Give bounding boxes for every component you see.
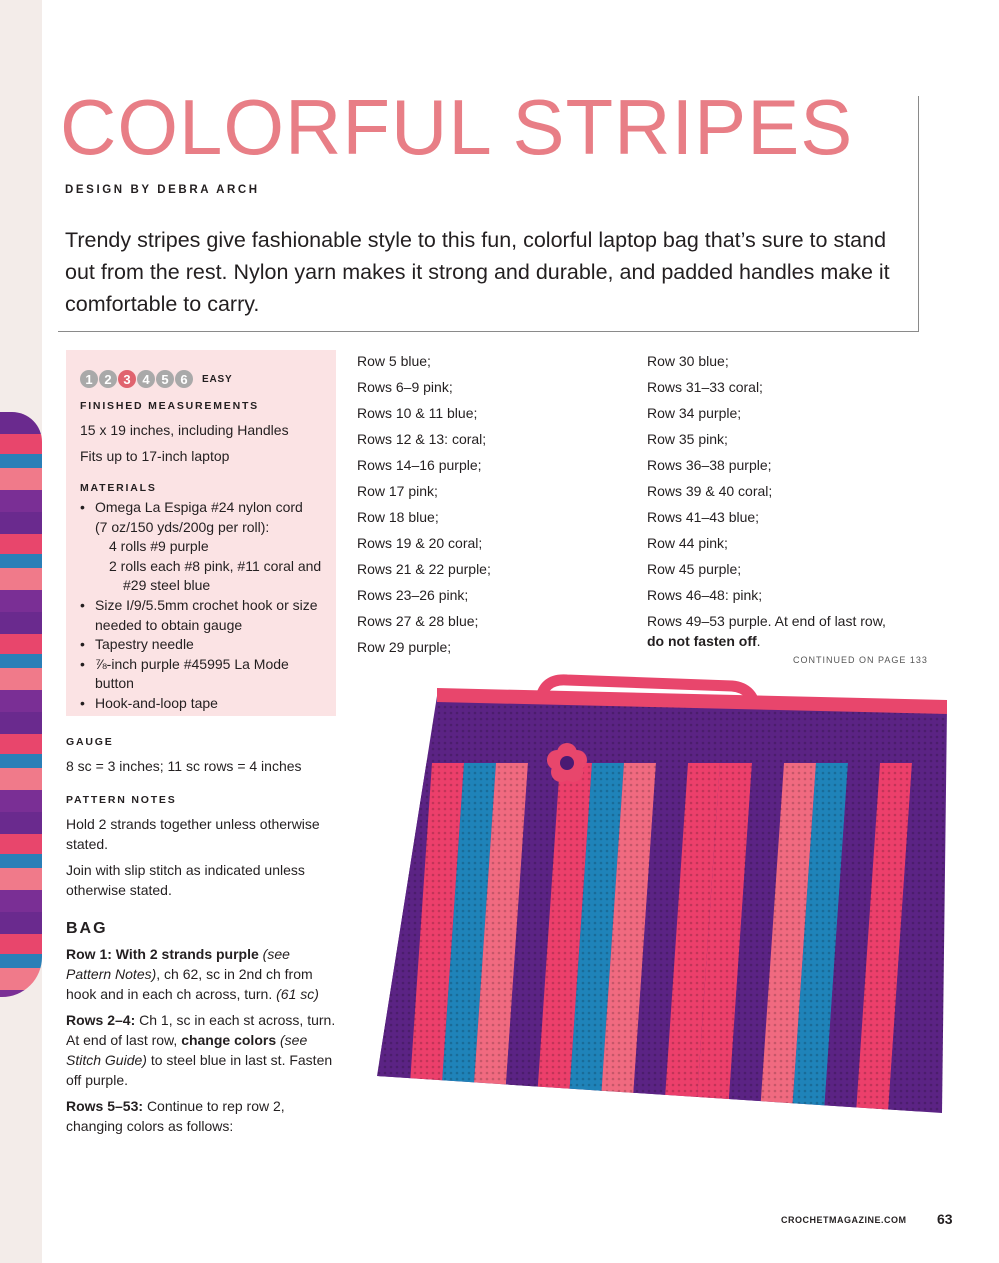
gauge-heading: GAUGE	[66, 736, 114, 748]
color-row: Row 34 purple;	[647, 405, 742, 421]
page-title: COLORFUL STRIPES	[60, 83, 854, 171]
designer-byline: DESIGN BY DEBRA ARCH	[65, 184, 260, 196]
skill-level	[80, 368, 322, 390]
color-row: Row 17 pink;	[357, 483, 438, 499]
rows-5-53-instruction: Rows 5–53: Continue to rep row 2, changing colors as follows:	[66, 1098, 285, 1134]
bag-heading: BAG	[66, 920, 108, 937]
pattern-note: Hold 2 strands together unless otherwise stated.	[66, 816, 320, 852]
page-number: 63	[937, 1211, 953, 1227]
skill-level-label: EASY	[202, 373, 233, 385]
skill-level-1-icon: 1	[80, 370, 98, 388]
finished-measurements-heading: FINISHED MEASUREMENTS	[80, 400, 259, 412]
color-row: Rows 49–53 purple. At end of last row,	[647, 613, 886, 629]
finished-line: Fits up to 17-inch laptop	[80, 448, 230, 464]
pattern-note: Join with slip stitch as indicated unless otherwise stated.	[66, 862, 305, 898]
color-rows-column-1	[357, 348, 491, 660]
skill-level-2-icon: 2	[99, 370, 117, 388]
color-row: Row 5 blue;	[357, 353, 431, 369]
skill-level-4-icon: 4	[137, 370, 155, 388]
specs-panel	[66, 350, 336, 716]
color-row: Row 30 blue;	[647, 353, 729, 369]
intro-paragraph: Trendy stripes give fashionable style to this fun, colorful laptop bag that’s sure to stand out from the rest. Nylon yarn makes it strong and durable, and padded handles make it comfortable to carry.	[65, 228, 890, 316]
left-column	[66, 736, 336, 1142]
materials-list	[80, 498, 322, 714]
adjacent-page-photo	[0, 0, 42, 1263]
color-row: Row 45 purple;	[647, 561, 742, 577]
color-row: Row 18 blue;	[357, 509, 439, 525]
rows-2-4-instruction: Rows 2–4: Ch 1, sc in each st across, turn. At end of last row, change colors (see Stitch Guide) to steel blue in last st. Fasten off purple.	[66, 1012, 336, 1088]
gauge-text: 8 sc = 3 inches; 11 sc rows = 4 inches	[66, 758, 302, 774]
materials-heading: MATERIALS	[80, 482, 157, 494]
continued-note: CONTINUED ON PAGE 133	[793, 655, 928, 665]
color-row: Rows 23–26 pink;	[357, 587, 469, 603]
color-row: Rows 21 & 22 purple;	[357, 561, 491, 577]
materials-item: • Omega La Espiga #24 nylon cord (7 oz/150 yds/200g per roll): 4 rolls #9 purple 2 rolls each #8 pink, #11 coral and #29 steel blue	[80, 498, 322, 596]
skill-level-5-icon: 5	[156, 370, 174, 388]
color-row: Rows 41–43 blue;	[647, 509, 760, 525]
color-row: Rows 14–16 purple;	[357, 457, 482, 473]
color-row: Rows 12 & 13: coral;	[357, 431, 487, 447]
finished-line: 15 x 19 inches, including Handles	[80, 422, 289, 438]
color-row: Rows 31–33 coral;	[647, 379, 763, 395]
color-row: Rows 6–9 pink;	[357, 379, 453, 395]
color-row: Row 44 pink;	[647, 535, 728, 551]
pattern-notes-heading: PATTERN NOTES	[66, 794, 177, 806]
row-1-instruction: Row 1: With 2 strands purple (see Pattern Notes), ch 62, sc in 2nd ch from hook and in each ch across, turn. (61 sc)	[66, 946, 319, 1002]
footer-site: CROCHETMAGAZINE.COM	[781, 1215, 907, 1225]
color-row: Rows 27 & 28 blue;	[357, 613, 479, 629]
materials-item: • Tapestry needle	[80, 635, 322, 655]
color-row: Rows 46–48: pink;	[647, 587, 763, 603]
color-row: Row 29 purple;	[357, 639, 452, 655]
skill-level-3-icon: 3	[118, 370, 136, 388]
skill-level-6-icon: 6	[175, 370, 193, 388]
materials-item: • ⅞-inch purple #45995 La Mode button	[80, 655, 322, 694]
materials-item: • Hook-and-loop tape	[80, 694, 322, 714]
color-rows-column-2	[647, 348, 886, 651]
color-row: Rows 19 & 20 coral;	[357, 535, 483, 551]
color-row-end: do not fasten off.	[647, 633, 761, 649]
color-row: Row 35 pink;	[647, 431, 728, 447]
color-row: Rows 10 & 11 blue;	[357, 405, 478, 421]
color-row: Rows 36–38 purple;	[647, 457, 772, 473]
color-row: Rows 39 & 40 coral;	[647, 483, 773, 499]
materials-item: • Size I/9/5.5mm crochet hook or size needed to obtain gauge	[80, 596, 322, 635]
adjacent-bag-photo	[0, 412, 42, 997]
laptop-bag-photo	[352, 668, 964, 1188]
